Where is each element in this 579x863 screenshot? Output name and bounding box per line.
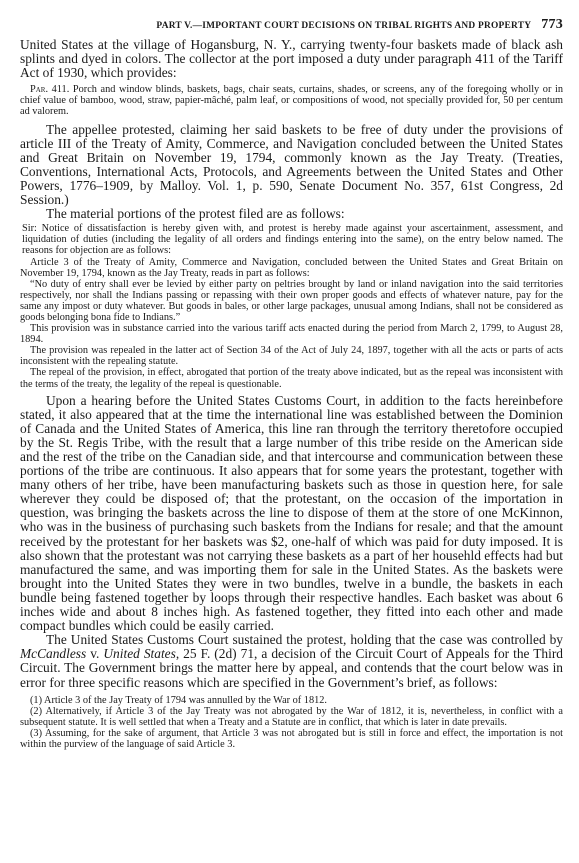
paragraph-continuation: United States at the village of Hogansburg, N. Y., carrying twenty-four baskets made of black ash splints and dyed in colors. The collector at the port imposed a duty under paragraph 411 of the Tariff Act of 1930, which provides:	[20, 37, 563, 81]
text-run: , 25 F. (2d) 71, a decision of the Circuit Court of Appeals for the Third Circuit. The Government brings the matter here by appeal, and contends that the court below was in error for three specific reasons which are specified in the Government’s brief, as follows:	[20, 646, 563, 690]
protest-notice: Sir: Notice of dissatisfaction is hereby given with, and protest is hereby made against your ascertainment, assessment, and liquidation of duties (including the legality of all orders and findings entering into the same), on the entry below named. The reasons for objection are as follows:	[22, 223, 563, 257]
statute-label: Par. 411.	[30, 84, 70, 96]
protest-legality: The repeal of the provision, in effect, abrogated that portion of the treaty above indicated, but as the repeal was inconsistent with the terms of the treaty, the legality of the repeal is questionable.	[20, 367, 563, 390]
paragraph-customs-court	[20, 633, 563, 689]
reason-item: (3) Assuming, for the sake of argument, that Article 3 was not abrogated but is still in force and effect, the importation is not within the purview of the language of said Article 3.	[20, 727, 563, 750]
statute-quote	[20, 84, 563, 117]
paragraph-protest-intro: The material portions of the protest filed are as follows:	[46, 206, 345, 222]
text-run: v.	[86, 646, 104, 662]
paragraph-appellee-protest: The appellee protested, claiming her said baskets to be free of duty under the provisions of article III of the Treaty of Amity, Commerce, and Navigation concluded between the United States and Great Britain on November 19, 1794, commonly known as the Jay Treaty. (Treaties, Conventions, International Acts, Protocols, and Agreements between the United States and Other Powers, 1776–1909, by Malloy. Vol. 1, p. 590, Senate Document No. 357, 61st Congress, 2d Session.)	[20, 121, 563, 208]
reason-item: (1) Article 3 of the Jay Treaty of 1794 was annulled by the War of 1812.	[30, 694, 327, 706]
protest-treaty-text: “No duty of entry shall ever be levied by either party on peltries brought by land or inland navigation into the said territories respectively, nor shall the Indians passing or repassing with their own proper goods and effects of whatever nature, pay for the same any impost or duty whatever. But goods in bales, or other large packages, unusual among Indians, shall not be considered as goods belonging bona fide to Indians.”	[20, 278, 563, 323]
case-party: United States	[103, 646, 176, 662]
page-number: 773	[541, 17, 563, 32]
reason-item: (2) Alternatively, if Article 3 of the Jay Treaty was not abrogated by the War of 1812, it is, nevertheless, in conflict with a subsequent statute. It is well settled that when a Treaty and a Statute are in conflict, that which is later in date prevails.	[20, 705, 563, 728]
case-name: McCandless	[20, 646, 87, 662]
protest-article-3: Article 3 of the Treaty of Amity, Commerce and Navigation, concluded between the United States and Great Britain on November 19, 1794, known as the Jay Treaty, reads in part as follows:	[20, 256, 563, 279]
running-head: PART V.—IMPORTANT COURT DECISIONS ON TRIBAL RIGHTS AND PROPERTY	[156, 21, 532, 31]
reasons-list	[20, 695, 563, 750]
protest-repeal: The provision was repealed in the latter act of Section 34 of the Act of July 24, 1897, together with all the acts or parts of acts inconsistent with the repealing statute.	[20, 345, 563, 368]
page-header	[20, 17, 563, 33]
text-run: The United States Customs Court sustained the protest, holding that the case was controlled by	[46, 632, 563, 648]
statute-text: Porch and window blinds, baskets, bags, chair seats, curtains, shades, or screens, any of the foregoing wholly or in chief value of bamboo, wood, straw, papier-mâché, palm leaf, or compositions of wood, not specially provided for, 50 per centum ad valorem.	[20, 84, 563, 118]
protest-tariff-acts: This provision was in substance carried into the various tariff acts enacted during the period from March 2, 1799, to August 28, 1894.	[20, 323, 563, 346]
protest-quote	[20, 223, 563, 389]
statute-paragraph	[20, 84, 563, 117]
paragraph-hearing: Upon a hearing before the United States Customs Court, in addition to the facts hereinbefore stated, it also appeared that at the time the international line was established between the Dominion of Canada and the United States of America, this line ran through the territory theretofore occupied by the St. Regis Tribe, with the result that a large number of this tribe reside on the American side and the rest of the tribe on the Canadian side, and that intercourse and communication between these portions of the tribe are continuous. It also appears that for some years the protestant, together with many others of her tribe, have been manufacturing baskets such as those in question here, for sale wherever they could be disposed of; that the protestant, on the occasion of the importation in question, was bringing the baskets across the line to dispose of them at the store of one McKinnon, who was in the business of purchasing such baskets from the Indians for resale; and that the amount received by the protestant for her baskets was $2, one-half of which was paid for duty imposed. It is also shown that the protestant was not carrying these baskets as a part of her househld effects had but manufactured the same, and was importing them for sale in the United States. As the baskets were brought into the United States they were in two bundles, twelve in a bundle, the baskets in each bundle being fastened together by loops through their respective handles. Each basket was about 6 inches wide and about 8 inches high. As fastened together, they fitted into each other and made compact bundles which could be easily carried.	[20, 392, 563, 634]
